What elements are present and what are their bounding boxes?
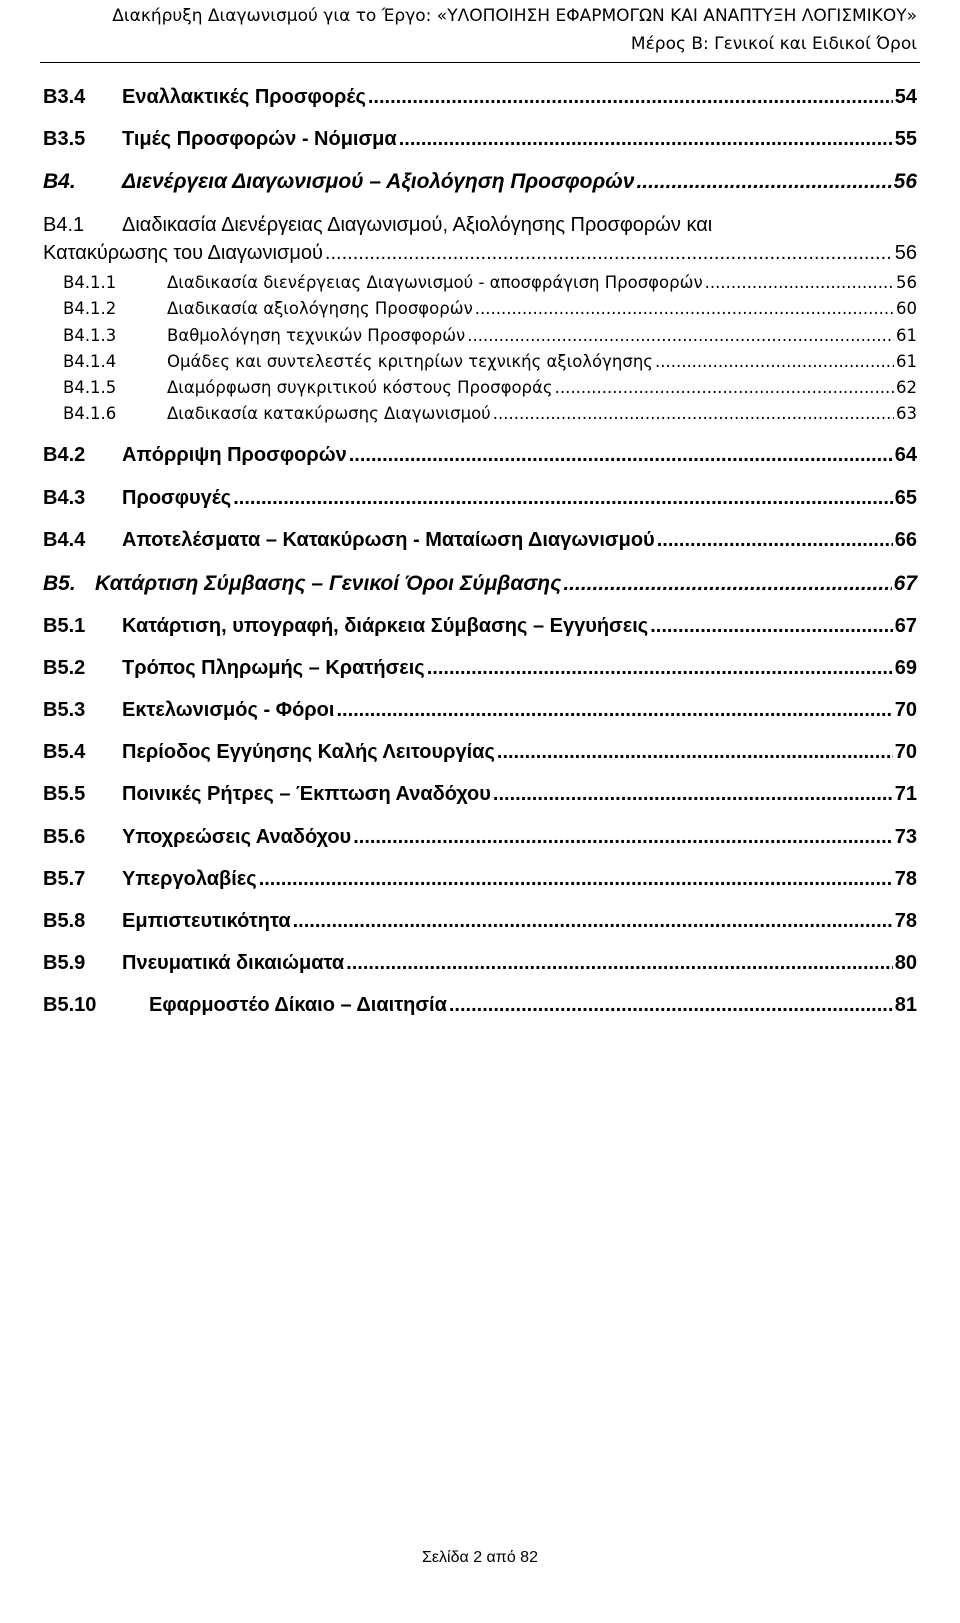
toc-dot-leader [336,699,892,722]
toc-entry-number: B5.4 [43,741,86,763]
toc-entry-b5-5[interactable] [43,783,917,806]
toc-entry-number: B4.1 [43,214,85,236]
toc-entry-title: Ομάδες και συντελεστές κριτηρίων τεχνικής αξιολόγησης [167,352,653,371]
toc-entry-number: B5.5 [43,783,86,805]
toc-entry-title: Εφαρμοστέο Δίκαιο – Διαιτησία [149,994,447,1016]
toc-entry-number: B3.5 [43,128,86,150]
toc-entry-page: 64 [894,444,917,466]
toc-entry-b4-1[interactable] [43,214,917,237]
toc-entry-b4-1-4[interactable] [63,352,917,371]
toc-entry-b5-6[interactable] [43,826,917,849]
header-rule [40,62,920,63]
toc-entry-b3-5[interactable] [43,128,917,151]
toc-entry-title: Διενέργεια Διαγωνισμού – Αξιολόγηση Προσφορών [122,170,635,193]
toc-dot-leader [427,657,893,680]
toc-entry-number: B4. [43,170,76,193]
toc-dot-leader [650,615,893,638]
toc-entry-title: Βαθμολόγηση τεχνικών Προσφορών [167,326,466,345]
toc-entry-b4-1-6[interactable] [63,404,917,423]
toc-entry-page: 71 [894,783,917,805]
toc-entry-number: B5.1 [43,615,86,637]
toc-entry-page: 55 [894,128,917,150]
toc-entry-page: 56 [896,273,917,292]
toc-entry-b5-8[interactable] [43,910,917,933]
toc-entry-title: Τρόπος Πληρωμής – Κρατήσεις [122,657,425,679]
toc-entry-page: 70 [894,741,917,763]
toc-entry-b4-1-1[interactable] [63,273,917,292]
toc-dot-leader [325,242,893,265]
toc-dot-leader [493,783,893,806]
toc-entry-page: 67 [893,572,917,595]
toc-entry-number: B5.3 [43,699,86,721]
toc-entry-b3-4[interactable] [43,86,917,109]
toc-entry-page: 78 [894,910,917,932]
toc-entry-b4-2[interactable] [43,444,917,467]
toc-entry-b5-7[interactable] [43,868,917,891]
toc-entry-page: 66 [894,529,917,551]
toc-entry-number: B4.1.4 [63,352,117,371]
toc-dot-leader [449,994,893,1017]
toc-entry-page: 81 [894,994,917,1016]
page-footer [0,1549,960,1567]
toc-entry-page: 56 [894,242,917,264]
toc-entry-number: B4.1.1 [63,273,117,292]
toc-entry-number: B5.10 [43,994,97,1016]
toc-entry-b4-1-continued[interactable] [43,242,917,265]
toc-entry-title: Διαδικασία διενέργειας Διαγωνισμού - αποσφράγιση Προσφορών [167,273,703,292]
toc-dot-leader [493,404,894,423]
toc-dot-leader [368,86,893,109]
toc-entry-title: Διαδικασία Διενέργειας Διαγωνισμού, Αξιολόγησης Προσφορών και [122,214,713,236]
toc-dot-leader [705,273,894,292]
header-document-title: Διακήρυξη Διαγωνισμού για το Έργο: «ΥΛΟΠΟΙΗΣΗ ΕΦΑΡΜΟΓΩΝ ΚΑΙ ΑΝΑΠΤΥΞΗ ΛΟΓΙΣΜΙΚΟΥ» [112,6,917,26]
toc-entry-number: B5. [43,572,76,595]
toc-entry-page: 70 [894,699,917,721]
toc-entry-title: Απόρριψη Προσφορών [122,444,347,466]
toc-entry-number: B4.3 [43,487,86,509]
toc-entry-b5-4[interactable] [43,741,917,764]
toc-dot-leader [259,868,893,891]
toc-entry-number: B5.2 [43,657,86,679]
toc-entry-title: Εμπιστευτικότητα [122,910,291,932]
toc-dot-leader [475,299,894,318]
toc-dot-leader [563,572,891,596]
toc-entry-b4-1-3[interactable] [63,326,917,345]
toc-entry-number: B4.1.2 [63,299,117,318]
toc-entry-title: Τιμές Προσφορών - Νόμισμα [122,128,397,150]
toc-entry-b5-10[interactable] [43,994,917,1017]
toc-dot-leader [467,326,894,345]
toc-dot-leader [399,128,893,151]
toc-entry-title: Διαμόρφωση συγκριτικού κόστους Προσφοράς [167,378,553,397]
toc-dot-leader [346,952,893,975]
toc-entry-title: Υποχρεώσεις Αναδόχου [122,826,352,848]
toc-entry-page: 78 [894,868,917,890]
toc-entry-page: 60 [896,299,917,318]
toc-dot-leader [657,529,893,552]
toc-entry-page: 73 [894,826,917,848]
toc-entry-number: B5.9 [43,952,86,974]
toc-dot-leader [655,352,894,371]
toc-dot-leader [353,826,893,849]
toc-dot-leader [497,741,893,764]
toc-entry-page: 56 [893,170,917,193]
toc-entry-b4-1-5[interactable] [63,378,917,397]
toc-entry-number: B3.4 [43,86,86,108]
toc-entry-page: 65 [894,487,917,509]
toc-entry-title: Προσφυγές [122,487,232,509]
toc-dot-leader [233,487,893,510]
header-part-title: Μέρος Β: Γενικοί και Ειδικοί Όροι [630,34,917,54]
toc-entry-b4-1-2[interactable] [63,299,917,318]
toc-entry-b5-9[interactable] [43,952,917,975]
toc-entry-number: B5.8 [43,910,86,932]
toc-dot-leader [636,170,891,194]
toc-entry-title: Κατάρτιση Σύμβασης – Γενικοί Όροι Σύμβασης [95,572,562,595]
toc-entry-title: Εκτελωνισμός - Φόροι [122,699,335,721]
toc-entry-b5-2[interactable] [43,657,917,680]
running-header [112,2,917,58]
toc-entry-title: Διαδικασία αξιολόγησης Προσφορών [167,299,473,318]
toc-entry-title-continued: Κατακύρωσης του Διαγωνισμού [43,242,323,264]
toc-entry-page: 61 [896,352,917,371]
toc-entry-title: Διαδικασία κατακύρωσης Διαγωνισμού [167,404,491,423]
toc-dot-leader [293,910,893,933]
toc-dot-leader [555,378,894,397]
toc-entry-page: 63 [896,404,917,423]
toc-entry-b4[interactable] [43,170,917,194]
toc-entry-number: B4.1.5 [63,378,117,397]
toc-entry-page: 67 [894,615,917,637]
toc-entry-page: 61 [896,326,917,345]
toc-entry-number: B4.1.3 [63,326,117,345]
toc-dot-leader [349,444,893,467]
toc-entry-page: 69 [894,657,917,679]
toc-entry-number: B4.4 [43,529,86,551]
toc-entry-b5-3[interactable] [43,699,917,722]
toc-entry-b5-1[interactable] [43,615,917,638]
toc-entry-b4-3[interactable] [43,487,917,510]
toc-entry-b5[interactable] [43,572,917,596]
toc-entry-title: Περίοδος Εγγύησης Καλής Λειτουργίας [122,741,495,763]
toc-entry-b4-4[interactable] [43,529,917,552]
toc-entry-title: Εναλλακτικές Προσφορές [122,86,366,108]
toc-entry-title: Υπεργολαβίες [122,868,257,890]
page-number-label: Σελίδα 2 από 82 [422,1549,538,1566]
toc-entry-title: Αποτελέσματα – Κατακύρωση - Ματαίωση Διαγωνισμού [122,529,655,551]
toc-entry-title: Ποινικές Ρήτρες – Έκπτωση Αναδόχου [122,783,491,805]
toc-entry-title: Πνευματικά δικαιώματα [122,952,345,974]
toc-entry-number: B5.6 [43,826,86,848]
toc-entry-number: B4.2 [43,444,86,466]
toc-entry-number: B4.1.6 [63,404,117,423]
toc-entry-page: 62 [896,378,917,397]
toc-entry-page: 54 [894,86,917,108]
toc-entry-title: Κατάρτιση, υπογραφή, διάρκεια Σύμβασης – Εγγυήσεις [122,615,649,637]
toc-entry-number: B5.7 [43,868,86,890]
toc-entry-page: 80 [894,952,917,974]
